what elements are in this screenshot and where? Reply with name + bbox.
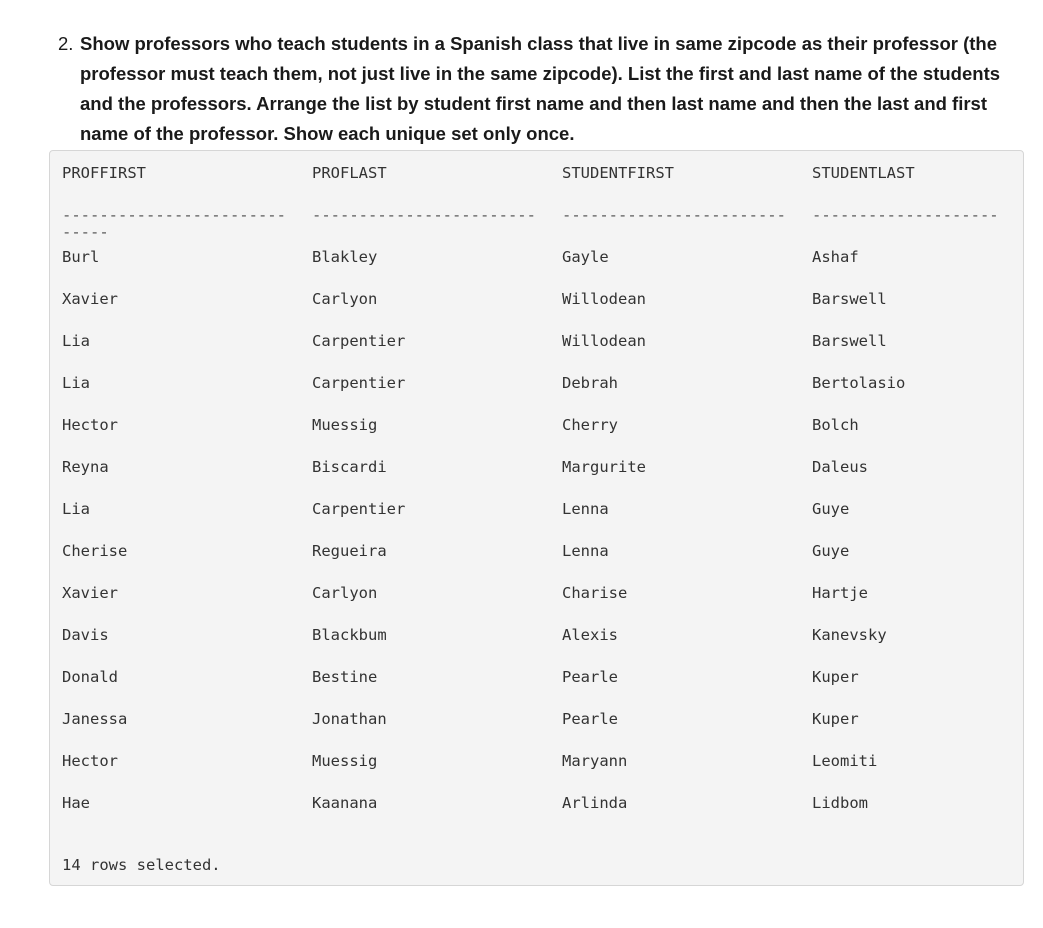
studentlast-cell: Hartje [812,584,868,602]
studentfirst-cell: Maryann [562,752,628,770]
studentfirst-cell: Pearle [562,668,618,686]
table-row [62,499,850,519]
separator-segment: -------------------- [812,206,999,224]
studentfirst-cell: Pearle [562,710,618,728]
proflast-cell: Carpentier [312,332,406,350]
studentfirst-cell: Willodean [562,332,646,350]
studentlast-cell: Guye [812,542,850,560]
proffirst-cell: Lia [62,332,90,350]
studentlast-cell: Bertolasio [812,374,906,392]
separator-row [62,205,999,225]
proflast-cell: Biscardi [312,458,387,476]
table-row [62,373,906,393]
table-row [62,541,850,561]
table-row [62,247,859,267]
proflast-cell: Blakley [312,248,378,266]
table-row [62,751,878,771]
studentfirst-cell: Cherry [562,416,618,434]
studentfirst-cell: Arlinda [562,794,628,812]
studentlast-cell: Ashaf [812,248,859,266]
studentlast-cell: Kanevsky [812,626,887,644]
studentlast-cell: Guye [812,500,850,518]
studentlast-cell: Barswell [812,332,887,350]
table-row [62,415,859,435]
proflast-cell: Muessig [312,752,378,770]
studentfirst-cell: Lenna [562,542,609,560]
proflast-cell: Carpentier [312,374,406,392]
studentlast-cell: Lidbom [812,794,868,812]
studentfirst-cell: Lenna [562,500,609,518]
studentlast-cell: Kuper [812,710,859,728]
proflast-cell: Bestine [312,668,378,686]
proffirst-cell: Hector [62,416,118,434]
proffirst-cell: Xavier [62,290,118,308]
question-line: and the professors. Arrange the list by student first name and then last name and then the last and first [80,93,988,114]
separator-wrap: ----- [62,223,109,241]
proflast-cell: Jonathan [312,710,387,728]
studentlast-cell: Leomiti [812,752,878,770]
proflast-cell: Muessig [312,416,378,434]
table-row [62,625,887,645]
studentfirst-cell: Debrah [562,374,618,392]
header-proflast: PROFLAST [312,164,387,182]
question-body [80,29,1018,149]
studentfirst-cell: Willodean [562,290,646,308]
proffirst-cell: Lia [62,374,90,392]
question-text [58,29,1018,149]
studentfirst-cell: Margurite [562,458,646,476]
question-line: name of the professor. Show each unique set only once. [80,123,575,144]
proflast-cell: Carlyon [312,290,378,308]
separator-segment: ------------------------ [562,206,786,224]
studentlast-cell: Barswell [812,290,887,308]
table-row [62,793,868,813]
rows-selected-footer: 14 rows selected. [62,856,221,874]
proffirst-cell: Janessa [62,710,128,728]
sql-output-block [49,150,1024,886]
proflast-cell: Regueira [312,542,387,560]
proffirst-cell: Lia [62,500,90,518]
proffirst-cell: Reyna [62,458,109,476]
studentlast-cell: Kuper [812,668,859,686]
question-line: professor must teach them, not just live in the same zipcode). List the first and last name of the students [80,63,1001,84]
separator-segment: ------------------------ [62,206,286,224]
proflast-cell: Kaanana [312,794,378,812]
proflast-cell: Carpentier [312,500,406,518]
proffirst-cell: Davis [62,626,109,644]
table-row [62,331,887,351]
header-proffirst: PROFFIRST [62,164,146,182]
table-row [62,709,859,729]
proflast-cell: Carlyon [312,584,378,602]
studentlast-cell: Daleus [812,458,868,476]
proffirst-cell: Hector [62,752,118,770]
header-row [62,163,915,183]
proffirst-cell: Hae [62,794,90,812]
studentlast-cell: Bolch [812,416,859,434]
header-studentfirst: STUDENTFIRST [562,164,674,182]
table-row [62,583,868,603]
studentfirst-cell: Gayle [562,248,609,266]
table-row [62,667,859,687]
proffirst-cell: Donald [62,668,118,686]
question-line: Show professors who teach students in a Spanish class that live in same zipcode as their professor (the [80,33,998,54]
proffirst-cell: Xavier [62,584,118,602]
proflast-cell: Blackbum [312,626,387,644]
header-studentlast: STUDENTLAST [812,164,915,182]
proffirst-cell: Cherise [62,542,128,560]
table-row [62,457,868,477]
studentfirst-cell: Charise [562,584,628,602]
studentfirst-cell: Alexis [562,626,618,644]
table-row [62,289,887,309]
question-number: 2. [58,33,74,54]
proffirst-cell: Burl [62,248,100,266]
separator-wrap-row [62,223,109,241]
separator-segment: ------------------------ [312,206,536,224]
